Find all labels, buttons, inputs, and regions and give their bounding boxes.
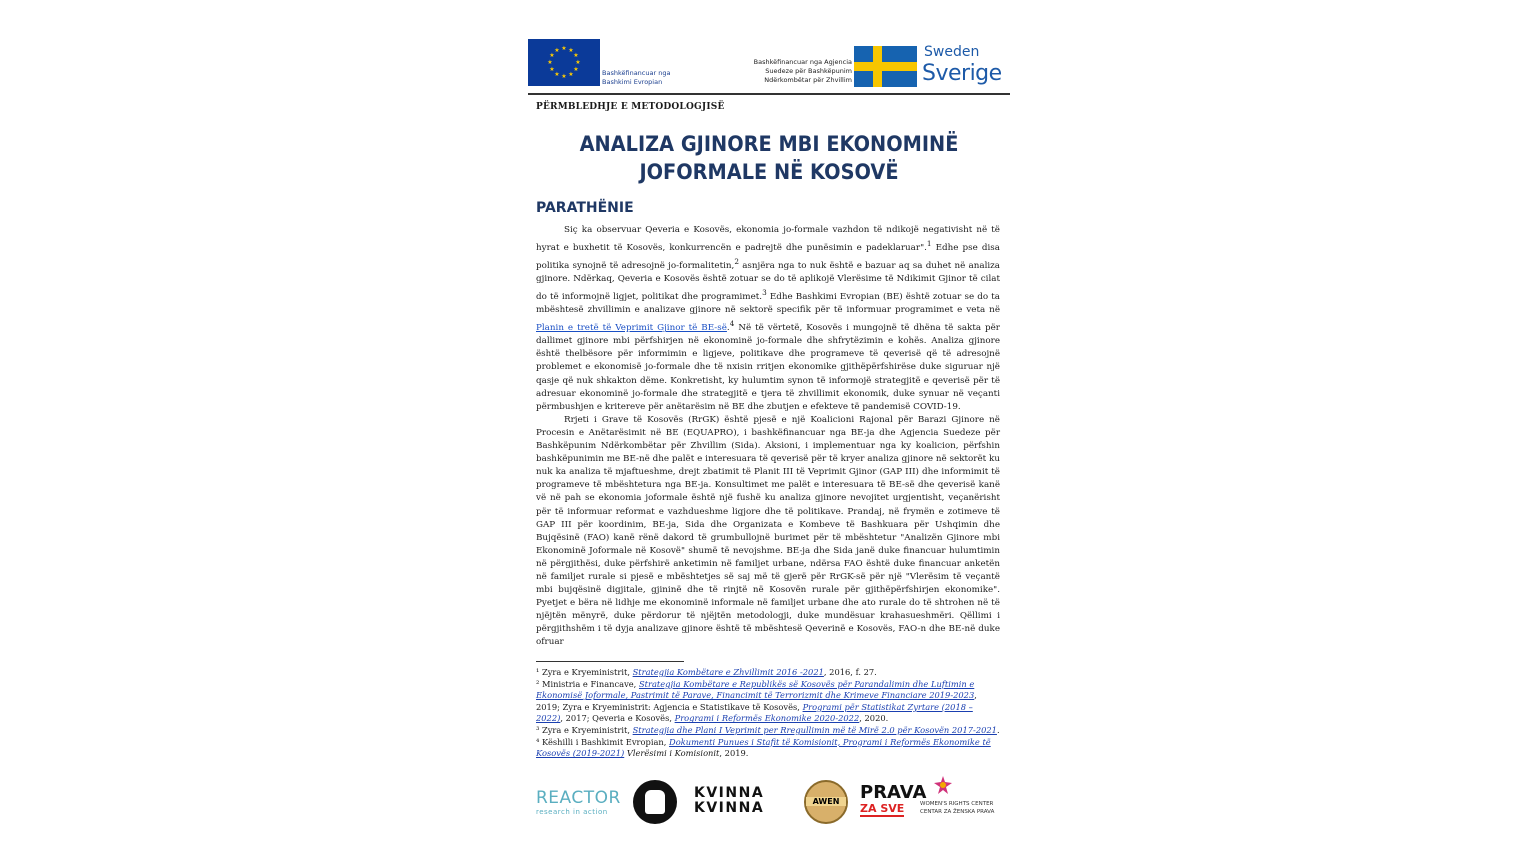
svg-text:★: ★ (573, 52, 579, 59)
gap3-link[interactable]: Planin e tretë të Veprimit Gjinor të BE-së (536, 323, 727, 334)
footnote-1-link[interactable]: Strategjia Kombëtare e Zhvillimit 2016 -2021 (632, 667, 824, 677)
svg-text:★: ★ (554, 71, 560, 78)
paragraph-1: Siç ka observuar Qeveria e Kosovës, ekonomia jo-formale vazhdon të ndikojë negativisht në të hyrat e buxhetit të Kosovës, konkurrencën e padrejtë dhe punësimin e padeklaruar".$^1$ Edhe pse disa politika synojnë të adresojnë jo-formalitetin,$^2$ asnjëra nga to nuk është e bazuar aq sa duhet në analiza gjinore. Ndërkaq, Qeveria e Kosovës është zotuar se do të aplikojë Vlerësime të Ndikimit Gjinor të cilat do të informojnë ligjet, politikat dhe programimet.$^3$ Edhe Bashkimi Evropian (BE) është zotuar se do ta mbështesë zhvillimin e analizave gjinore në sektorë specifik për të informuar programimet e veta në Planin e tretë të Veprimit Gjinor të BE-së.$^4$ Në të vërtetë, Kosovës i mungojnë të dhëna të sakta për dallimet gjinore mbi përfshirjen në ekonominë jo-formale dhe shfrytëzimin e kohës. Analiza gjinore është thelbësore për informimin e ligjeve, politikave dhe programeve të qeverisë që të adresojnë problemet e ekonomisë jo-formale dhe të nxisin rritjen ekonomike gjithëpërfshirëse duke siguruar një qasje që nuk shkakton dëme. Konkretisht, ky hulumtim synon të informojë strategjitë e qeverisë për të adresuar ekonominë jo-formale dhe strategjitë e tjera të zhvillimit ekonomik, duke synuar në veçanti përmbushjen e kritereve për anëtarësim në BE dhe zbutjen e efekteve të pandemisë COVID-19. (536, 225, 1000, 412)
kvinna-till-kvinna-logo: KVINNA KVINNA (694, 785, 765, 816)
document-title: ANALIZA GJINORE MBI EKONOMINË JOFORMALE NË KOSOVË (579, 132, 959, 184)
svg-text:★: ★ (568, 47, 574, 54)
sverige-label: Sverige (922, 61, 1002, 86)
svg-text:★: ★ (561, 73, 567, 80)
footnote-2-link-1[interactable]: Strategjia Kombëtare e Republikës së Kosovës për Parandalimin dhe Luftimin e Ekonomisë Joformale, Pastrimit të Parave, Financimit të Terrorizmit dhe Krimeve Financiare 2019-2023 (536, 678, 975, 701)
section-heading: PARATHËNIE (536, 200, 634, 216)
footnote-4: ⁴ Këshilli i Bashkimit Evropian, Dokumenti Punues i Stafit të Komisionit, Programi i Reformës Ekonomike të Kosovës (2019-2021) Vlerësimi i Komisionit, 2019. (536, 736, 991, 759)
sweden-label: Sweden (924, 44, 980, 60)
eu-flag-logo (528, 39, 600, 86)
document-subtitle: PËRMBLEDHJE E METODOLOGJISË (536, 102, 725, 112)
prava-za-sve-sub: ZA SVE (860, 802, 905, 815)
footnote-1: ¹ Zyra e Kryeministrit, Strategjia Kombëtare e Zhvillimit 2016 -2021, 2016, f. 27. (536, 667, 877, 677)
header-divider (528, 93, 1010, 95)
fist-logo-icon (633, 780, 677, 824)
footnote-2-link-2[interactable]: Programi për Statistikat Zyrtare (2018 – 2022) (536, 701, 973, 724)
awen-logo: AWEN (804, 780, 848, 824)
footnote-3-link[interactable]: Strategjia dhe Plani I Veprimit per Rregullimin më të Mirë 2.0 për Kosovën 2017-2021 (632, 724, 997, 735)
footnote-2: ² Ministria e Financave, Strategjia Kombëtare e Republikës së Kosovës për Parandalimin dhe Luftimin e Ekonomisë Joformale, Pastrimit të Parave, Financimit të Terrorizmit dhe Krimeve Financiare 2019-2023, 2019; Zyra e Kryeministrit: Agjencia e Statistikave të Kosovës, Programi për Statistikat Zyrtare (2018 – 2022), 2017; Qeveria e Kosovës, Programi i Reformës Ekonomike 2020-2022, 2020. (536, 678, 977, 724)
paragraph-2: Rrjeti i Grave të Kosovës (RrGK) është pjesë e një Koalicioni Rajonal për Barazi Gjinore në Procesin e Anëtarësimit në BE (EQUAPRO), i bashkëfinancuar nga BE-ja dhe Agjencia Suedeze për Bashkëpunim Ndërkombëtar për Zhvillim (Sida). Aksioni, i implementuar nga ky koalicion, përfshin bashkëpunimin me BE-në dhe palët e interesuara të qeverisë për të kryer analiza gjinore në sektorët ku nuk ka analiza të mjaftueshme, drejt zbatimit të Planit III të Veprimit Gjinor (GAP III) dhe informimit të programeve të mbështetura nga BE-ja. Konsultimet me palët e interesuara të BE-së dhe qeverisë kanë vë në pah se ekonomia joformale është një fushë ku analiza gjinore nevojitet urgjentisht, veçanërisht për të informuar reformat e vazhdueshme ligjore dhe të politikave. Prandaj, në frymën e zotimeve të GAP III për koordinim, BE-ja, Sida dhe Organizata e Kombeve të Bashkuara për Ushqimin dhe Bujqësinë (FAO) kanë rënë dakord të grumbullojnë burimet për të mbështetur "Analizën Gjinore mbi Ekonominë Joformale në Kosovë" shumë të nevojshme. BE-ja dhe Sida janë duke financuar hulumtimin në përgjithësi, duke përfshirë anketimin në familjet urbane, ndërsa FAO është duke financuar anketën në familjet rurale si pjesë e mbështetjes së saj më të gjerë për RrGK-së për një "Vlerësim të veçantë mbi bujqësinë digjitale, gjininë dhe të rinjtë në Kosovën rurale për gjithëpërfshirjen ekonomike". Pyetjet e bëra në lidhje me ekonominë informale në familjet urbane dhe ato rurale do të shtrohen në të njëjtën mënyrë, duke përdorur të njëjtën metodologji, duke mundësuar krahasueshmëri. Qëllimi i përgjithshëm i të dyja analizave gjinore është të mbështesë Qeverinë e Kosovës, FAO-n dhe BE-në duke ofruar (536, 414, 1000, 648)
svg-text:★: ★ (549, 66, 555, 73)
prava-za-sve-logo: PRAVA (860, 782, 927, 803)
svg-text:★: ★ (549, 52, 555, 59)
svg-text:★: ★ (547, 59, 553, 66)
footnotes (536, 667, 1000, 760)
svg-text:★: ★ (554, 47, 560, 54)
document-page (528, 34, 1012, 834)
sida-caption: Bashkëfinancuar nga Agjencia Suedeze për Bashkëpunim Ndërkombëtar për Zhvillim (753, 58, 852, 84)
footnote-4-link[interactable]: Dokumenti Punues i Stafit të Komisionit, Programi i Reformës Ekonomike të Kosovës (2019-2021) (536, 736, 991, 759)
svg-text:★: ★ (573, 66, 579, 73)
womens-rights-star-icon (934, 776, 952, 794)
reactor-logo: REACTOR (536, 788, 621, 808)
footnote-3: ³ Zyra e Kryeministrit, Strategjia dhe Plani I Veprimit per Rregullimin më të Mirë 2.0 për Kosovën 2017-2021. (536, 724, 1000, 735)
womens-rights-center-logo: WOMEN'S RIGHTS CENTER CENTAR ZA ŽENSKA PRAVA (920, 801, 995, 815)
eu-stars-icon (528, 39, 600, 86)
sweden-flag-logo (854, 46, 917, 87)
svg-text:★: ★ (561, 45, 567, 52)
reactor-tagline: research in action (536, 808, 608, 816)
partner-logos (536, 776, 1006, 826)
footnote-2-link-3[interactable]: Programi i Reformës Ekonomike 2020-2022 (674, 713, 860, 724)
svg-text:★: ★ (575, 59, 581, 66)
svg-text:★: ★ (568, 71, 574, 78)
body-text (536, 224, 1000, 650)
footnote-divider (536, 661, 684, 662)
eu-caption: Bashkëfinancuar nga Bashkimi Evropian (602, 69, 671, 86)
